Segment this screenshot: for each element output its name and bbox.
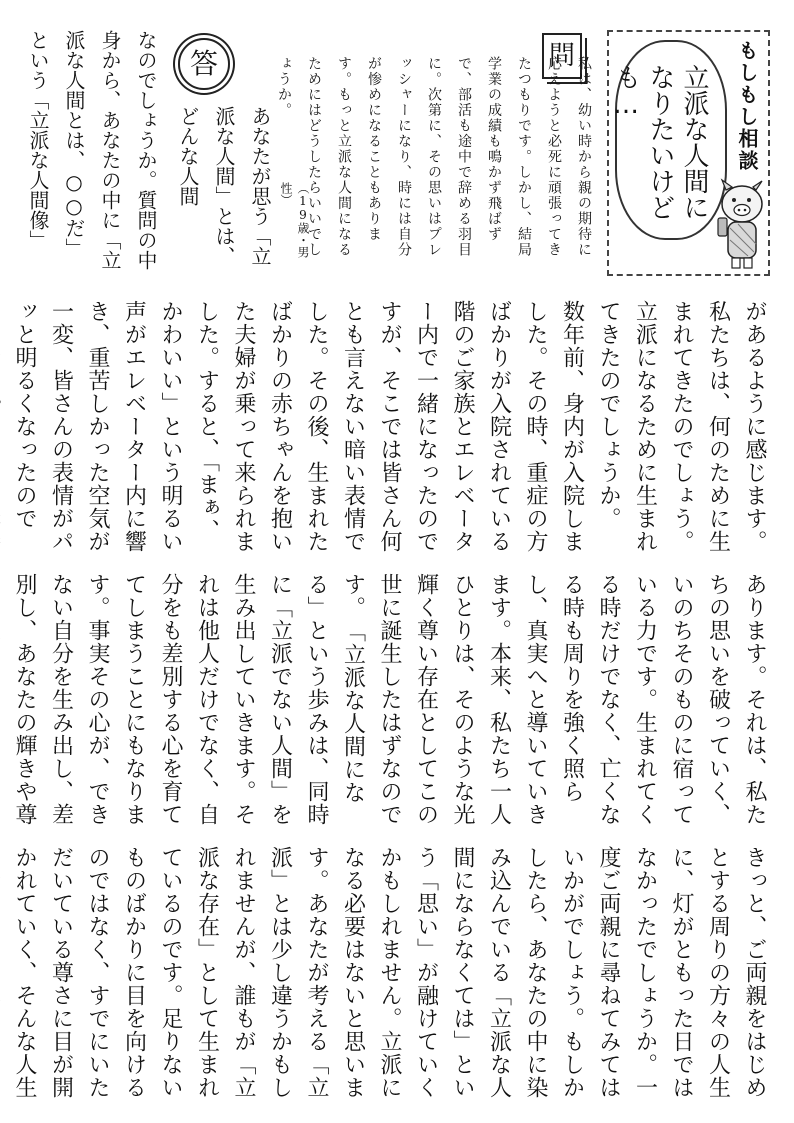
answer-label: 答 [178, 38, 230, 90]
answer-body-row-3: きっと、ご両親をはじめとする周りの方々の人生に、灯がともった日ではなかったでしょうか。一度ご両親に尋ねてみてはいかがでしょう。もしかしたら、あなたの中に染み込んでいる「立派な人間にならなくては」という「思い」が融けていくかもしれません。立派になる必要はないと思います。あなたが考える「立派」とは少し違うかもしれませんが、誰もが「立派な存在」として生まれているのです。足りないものばかりに目を向けるのではなく、すでにいただいている尊さに目が開かれていく、そんな人生 [12, 846, 767, 1099]
speech-bubble [611, 40, 727, 240]
question-text: 私は、幼い時から親の期待に応えようと必死に頑張ってきたつもりです。しかし、結局学業の成績も鳴かず飛ばずで、部活も途中で辞める羽目に。次第に、その思いはプレッシャーになり、時には自分が惨めになることもあります。もっと立派な人間になるためにはどうしたらいいでしょうか。 [276, 56, 592, 258]
question-author: （19歳・男性） [279, 182, 310, 258]
question-label: 問 [542, 33, 582, 79]
answer-body-row-2: あります。それは、私たちの思いを破っていく、いのちそのものに宿っている力です。生まれてくる時だけでなく、亡くなる時も周りを強く照らし、真実へと導いていきます。本来、私たち一人ひとりは、そのような光輝く尊い存在としてこの世に誕生したはずなのです。 「立派な人間になる」という歩みは、同時に「立派でない人間」を生み出していきます。それは他人だけでなく、自分をも差別する心を育ててしまうことにもなります。事実その心が、できない自分を生み出し、差別し、あなたの輝きや尊 [12, 573, 767, 826]
consultation-header-box [607, 30, 770, 276]
answer-intro-part-1: あなたが思う「立派な人間」とは、どんな人間 [176, 106, 272, 266]
bubble-text: 立派な人間になりたいけども… [611, 64, 709, 220]
answer-body-row-1: があるように感じます。私たちは、何のために生まれてきたのでしょう。立派になるために生まれてきたのでしょうか。 数年前、身内が入院しました。その時、重症の方ばかりが入院されている階のご家族とエレベーター内で一緒になったのですが、そこでは皆さん何とも言えない暗い表情でした。その後、生まれたばかりの赤ちゃんを抱いた夫婦が乗って来られました。すると、「まぁ、かわいい」という明るい声がエレベーター内に響き、重苦しかった空気が一変、皆さんの表情がパッと明るくなったので [12, 300, 767, 553]
column-title: もしもし相談 [735, 40, 759, 172]
answer-intro-part-2: なのでしょうか。質問の中身から、あなたの中に「立派な人間とは、○○だ」という「立派な人間像」 [26, 30, 158, 270]
pig-mascot-icon [716, 178, 766, 272]
